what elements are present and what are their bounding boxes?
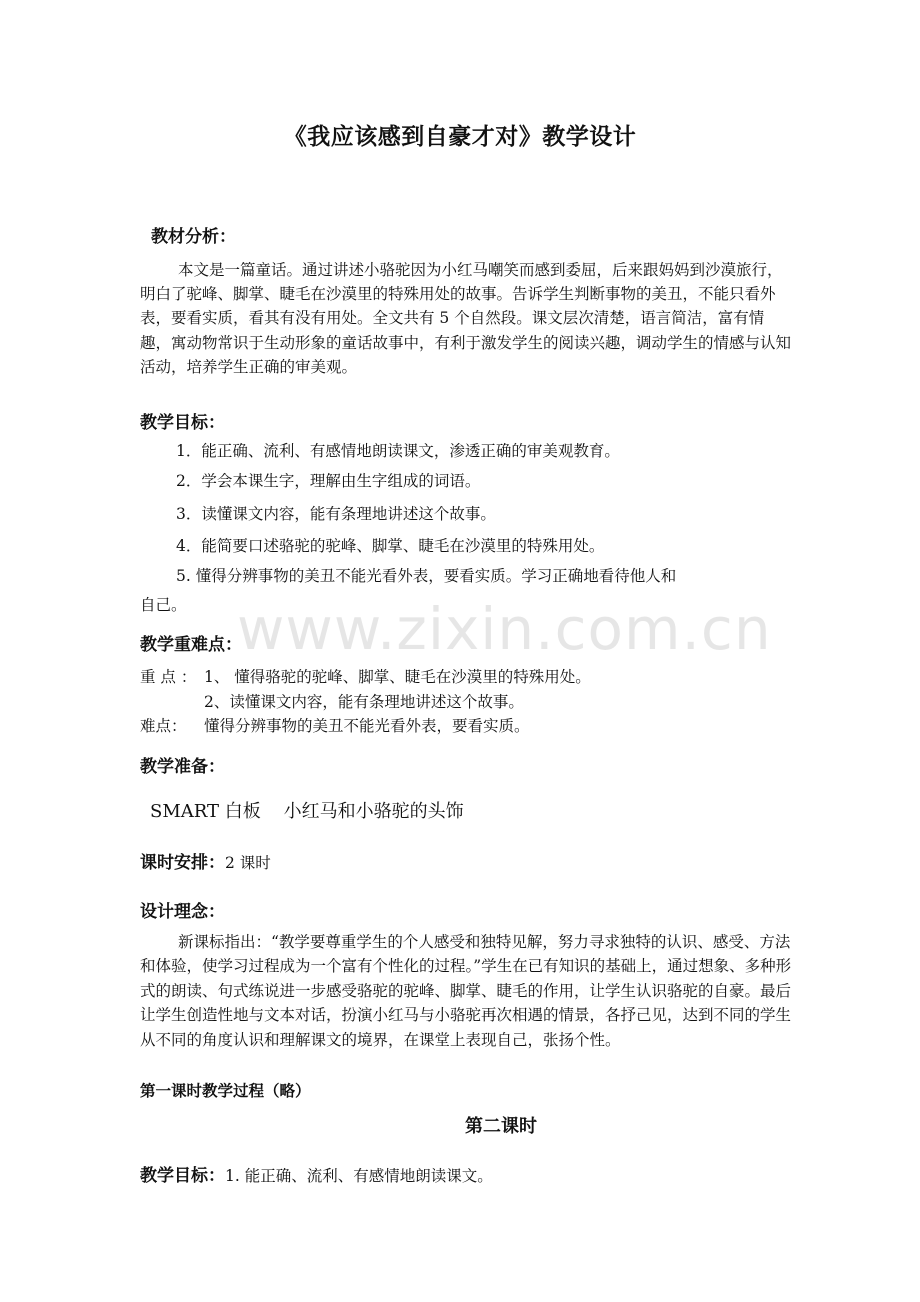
key-label: 重 点 ：	[140, 668, 197, 686]
hard-label: 难点：	[140, 717, 187, 735]
watermark: www.zixin.com.cn	[237, 595, 772, 663]
schedule-value: 2 课时	[225, 854, 271, 872]
philosophy-heading: 设计理念：	[140, 902, 225, 922]
hard-point: 懂得分辨事物的美丑不能光看外表，要看实质。	[204, 717, 530, 735]
goal-item-5-continued: 自己。	[140, 596, 187, 614]
analysis-paragraph: 本文是一篇童话。通过讲述小骆驼因为小红马嘲笑而感到委屈，后来跟妈妈到沙漠旅行，明白了驼峰、脚掌、睫毛在沙漠里的特殊用处的故事。告诉学生判断事物的美丑，不能只看外表，要看实质，看其有没有用处。全文共有 5 个自然段。课文层次清楚，语言简洁，富有情趣，寓动物常识于生动形象的童话故事中，有利于激发学生的阅读兴趣，调动学生的情感与认知活动，培养学生正确的审美观。	[140, 261, 792, 376]
lesson1-heading: 第一课时教学过程（略）	[140, 1082, 311, 1100]
lesson2-goal-heading: 教学目标：	[140, 1166, 225, 1186]
goal-item-4: 4．能简要口述骆驼的驼峰、脚掌、睫毛在沙漠里的特殊用处。	[176, 537, 605, 555]
schedule-line	[140, 848, 271, 873]
schedule-heading: 课时安排：	[140, 853, 225, 873]
key-point-1: 1、 懂得骆驼的驼峰、脚掌、睫毛在沙漠里的特殊用处。	[204, 668, 591, 686]
preparation-heading: 教学准备：	[140, 757, 225, 777]
analysis-heading: 教材分析：	[151, 227, 236, 247]
lesson2-heading: 第二课时	[465, 1116, 537, 1137]
goal-item-2: 2．学会本课生字，理解由生字组成的词语。	[176, 472, 481, 490]
preparation-text: SMART 白板 小红马和小骆驼的头饰	[150, 801, 464, 822]
lesson2-goal-line	[140, 1161, 493, 1186]
goal-item-5: 5. 懂得分辨事物的美丑不能光看外表，要看实质。学习正确地看待他人和	[176, 567, 677, 585]
goals-heading: 教学目标：	[140, 413, 225, 433]
key-point-2: 2、读懂课文内容，能有条理地讲述这个故事。	[204, 693, 524, 711]
goal-item-3: 3．读懂课文内容，能有条理地讲述这个故事。	[176, 505, 496, 523]
goal-item-1: 1．能正确、流利、有感情地朗读课文，渗透正确的审美观教育。	[176, 442, 620, 460]
document-title: 《我应该感到自豪才对》教学设计	[283, 124, 637, 150]
lesson2-goal-text: 1. 能正确、流利、有感情地朗读课文。	[225, 1167, 493, 1185]
philosophy-paragraph: 新课标指出：“教学要尊重学生的个人感受和独特见解，努力寻求独特的认识、感受、方法和体验，使学习过程成为一个富有个性化的过程。”学生在已有知识的基础上，通过想象、多种形式的朗读、句式练说进一步感受骆驼的驼峰、脚掌、睫毛的作用，让学生认识骆驼的自豪。最后让学生创造性地与文本对话，扮演小红马与小骆驼再次相遇的情景，各抒己见，达到不同的学生从不同的角度认识和理解课文的境界，在课堂上表现自己，张扬个性。	[140, 933, 792, 1049]
keypoints-heading: 教学重难点：	[140, 635, 242, 655]
